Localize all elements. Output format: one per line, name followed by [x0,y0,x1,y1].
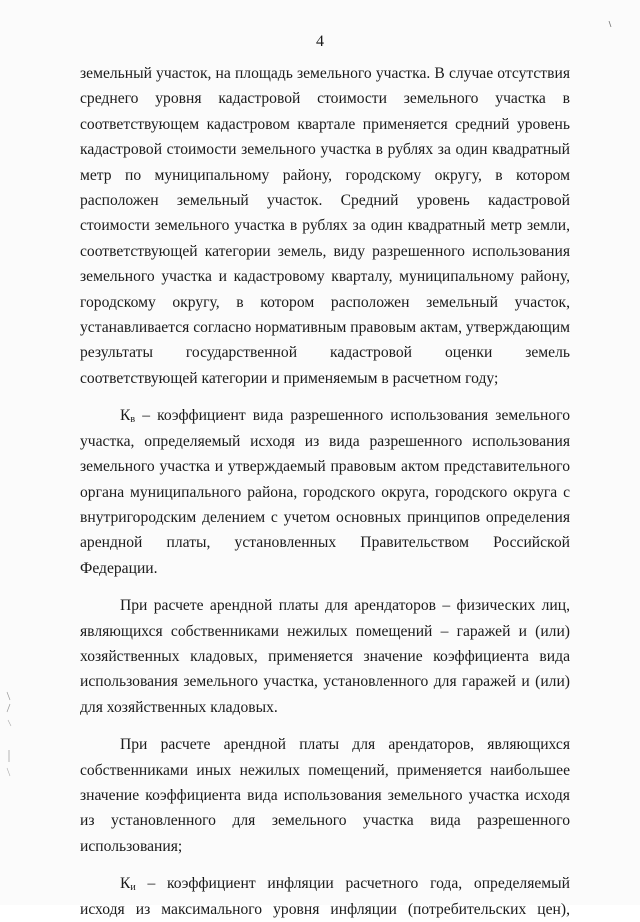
coefficient-symbol: К [120,407,131,425]
document-body [80,61,570,922]
paragraph-cadastral-value [80,61,570,391]
paragraph-text: – коэффициент инфляции расчетного года, определяемый исходя из максимального уровня инфляции (потребительских цен), [80,875,570,918]
coefficient-subscript: в [130,414,136,426]
page-number: 4 [316,33,324,50]
binding-edge-marks [4,690,14,780]
paragraph-garages-rule [80,593,570,720]
paragraph-kv-coefficient [80,403,570,581]
paragraph-text: – коэффициент вида разрешенного использования земельного участка, определяемый исходя из вида разрешенного использования земельного участка и утверждаемый правовым актом представительного органа муниципального района, городского округа, городского округа с внутригородским делением с учетом основных принципов определения арендной платы, установленных Правительством Российской Федерации. [80,407,570,577]
paragraph-text: При расчете арендной платы для арендаторов – физических лиц, являющихся собственниками нежилых помещений – гаражей и (или) хозяйственных кладовых, применяется значение коэффициента вида использования земельного участка, установленного для гаражей и (или) для хозяйственных кладовых. [80,597,570,716]
paragraph-other-premises-rule [80,732,570,859]
coefficient-symbol: К [120,875,131,893]
scan-speck-mark [608,14,612,20]
paragraph-text: земельный участок, на площадь земельного участка. В случае отсутствия среднего уровня кадастровой стоимости земельного участка в соответствующем кадастровом квартале применяется средний уровень кадастровой стоимости земельного участка в рублях за один квадратный метр по муниципальному району, городскому округу, в котором расположен земельный участок. Средний уровень кадастровой стоимости земельного участка в рублях за один квадратный метр земли, соответствующей категории земель, виду разрешенного использования земельного участка и кадастровому кварталу, муниципальному району, городскому округу, в котором расположен земельный участок, устанавливается согласно нормативным правовым актам, утверждающим результаты государственной кадастровой оценки земель соответствующей категории и применяемым в расчетном году; [80,65,570,387]
paragraph-text: При расчете арендной платы для арендаторов, являющихся собственниками иных нежилых помещений, применяется наибольшее значение коэффициента вида использования земельного участка исходя из установленного для земельного участка вида разрешенного использования; [80,736,570,855]
coefficient-subscript: и [130,882,136,894]
paragraph-ki-coefficient [80,871,570,922]
